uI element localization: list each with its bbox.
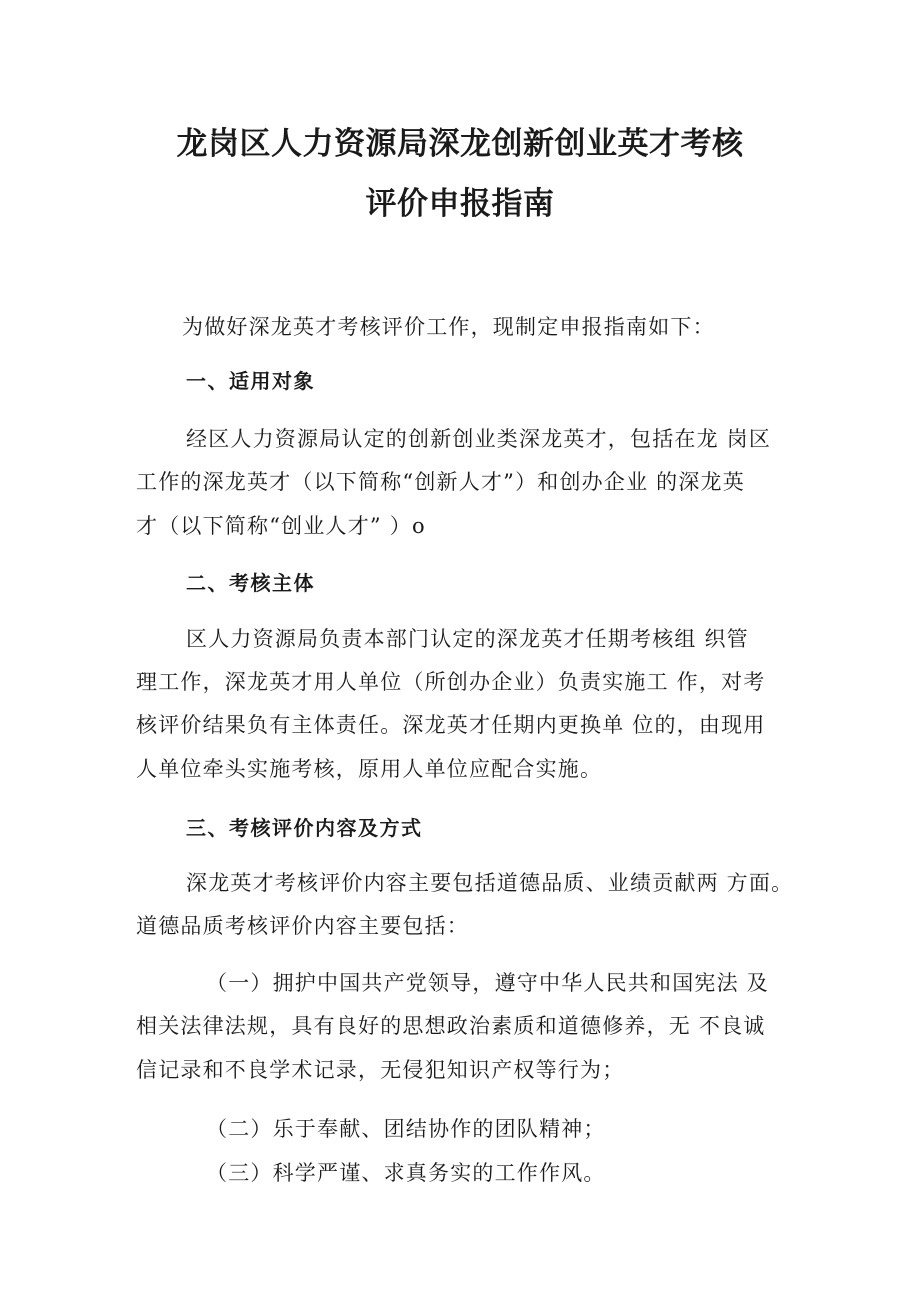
- section-heading-content: 三、考核评价内容及方式: [186, 816, 423, 840]
- section-heading-subject: 二、考核主体: [186, 571, 315, 595]
- section-content-line-1: 深龙英才考核评价内容主要包括道德品质、业绩贡献两 方面。: [186, 871, 794, 895]
- document-title-line-1: 龙岗区人力资源局深龙创新创业英才考核: [176, 126, 744, 162]
- section-subject-line-3: 核评价结果负有主体责任。深龙英才任期内更换单 位的，由现用: [136, 713, 766, 737]
- intro-paragraph: 为做好深龙英才考核评价工作，现制定申报指南如下：: [182, 315, 715, 339]
- section-subject-line-1: 区人力资源局负责本部门认定的深龙英才任期考核组 织管: [186, 627, 749, 651]
- section-scope-line-2: 工作的深龙英才（以下简称“创新人才”）和创办企业 的深龙英: [136, 470, 745, 494]
- section-content-item-3: （三）科学严谨、求真务实的工作作风。: [206, 1161, 606, 1185]
- section-heading-scope: 一、适用对象: [186, 369, 315, 393]
- section-scope-line-1: 经区人力资源局认定的创新创业类深龙英才，包括在龙 岗区: [186, 427, 772, 451]
- document-title-line-2: 评价申报指南: [365, 186, 555, 222]
- section-content-item-2: （二）乐于奉献、团结协作的团队精神；: [206, 1117, 606, 1141]
- section-subject-line-2: 理工作，深龙英才用人单位（所创办企业）负责实施工 作，对考: [136, 670, 766, 694]
- section-scope-line-3: 才（以下简称“创业人才” ）o: [136, 514, 426, 538]
- section-content-item-1-line-2: 相关法律法规，具有良好的思想政治素质和道德修养，无 不良诚: [136, 1014, 766, 1038]
- section-content-item-1-line-3: 信记录和不良学术记录，无侵犯知识产权等行为；: [136, 1058, 625, 1082]
- section-content-item-1-line-1: （一）拥护中国共产党领导，遵守中华人民共和国宪法 及: [206, 971, 769, 995]
- section-content-line-2: 道德品质考核评价内容主要包括：: [136, 914, 469, 938]
- section-subject-line-4: 人单位牵头实施考核，原用人单位应配合实施。: [136, 757, 603, 781]
